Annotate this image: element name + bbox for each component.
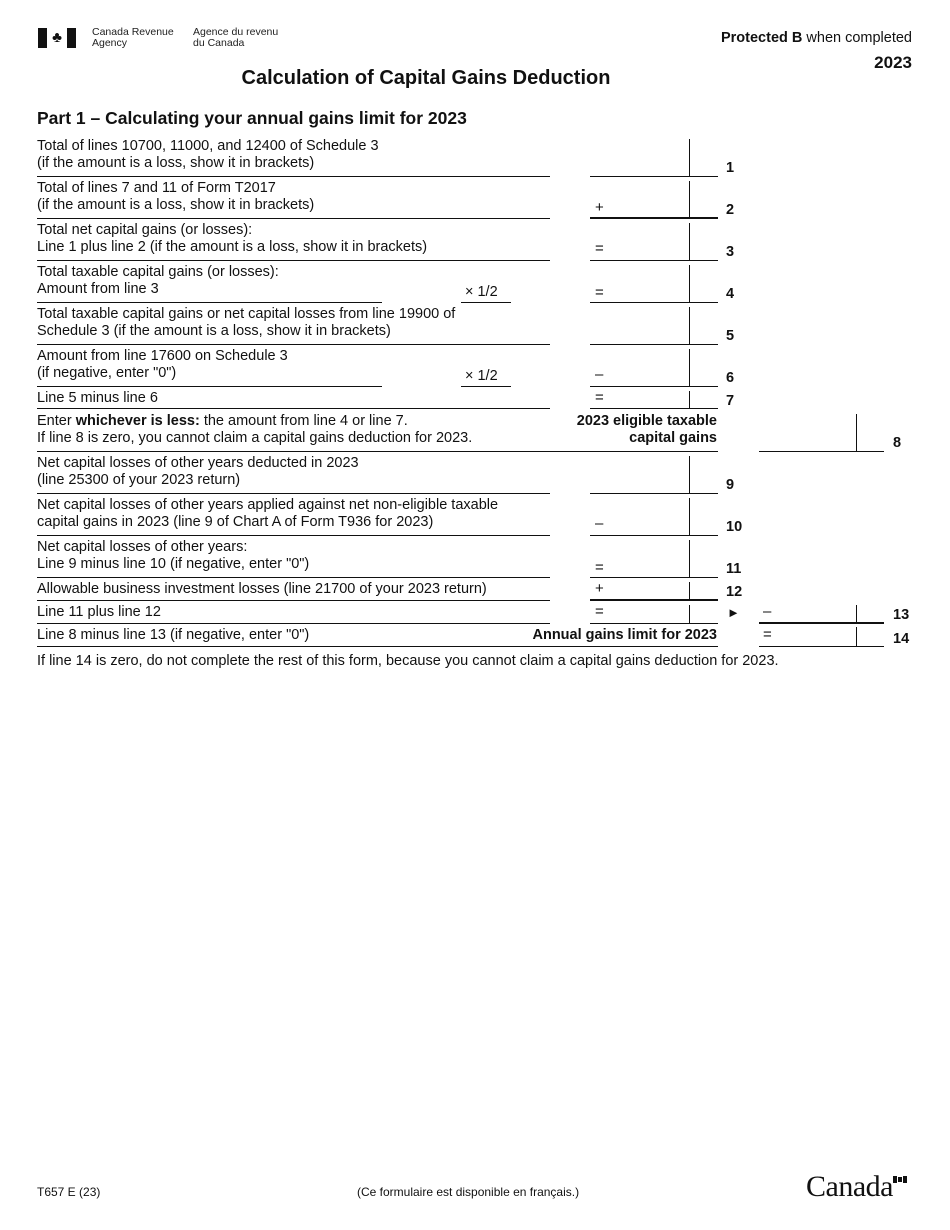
line10-cents-divider [689, 498, 690, 536]
line12-cents-divider [689, 582, 690, 600]
line11-amount-underline [590, 577, 718, 578]
line10-number: 10 [726, 519, 743, 535]
equals-operator: = [595, 603, 604, 620]
line7-label-underline [37, 408, 550, 409]
agency-en-line2: Agency [92, 37, 128, 49]
line4-label [37, 264, 279, 298]
line8-text1-pre: Enter [37, 413, 76, 429]
equals-operator: = [595, 389, 604, 406]
minus-operator: – [595, 366, 604, 383]
line8-text1-bold: whichever is less: [75, 413, 200, 429]
line6-label-underline [37, 386, 382, 387]
line2-text1: Total of lines 7 and 11 of Form T2017 [37, 180, 276, 196]
line1-text2: (if the amount is a loss, show it in brackets) [37, 155, 315, 171]
agency-fr-line1: Agence du revenu [193, 26, 279, 38]
line6-amount-input[interactable] [610, 366, 686, 384]
line1-text1: Total of lines 10700, 11000, and 12400 of Schedule 3 [37, 138, 379, 154]
line10-amount-input[interactable] [610, 515, 686, 533]
line8-right-label1: 2023 eligible taxable [576, 413, 717, 429]
line2-amount-underline [590, 217, 718, 219]
agency-name-fr [193, 27, 278, 49]
page-title: Calculation of Capital Gains Deduction [241, 67, 611, 89]
line8-text1-post: the amount from line 4 or line 7. [199, 413, 408, 429]
line11-label-underline [37, 577, 550, 578]
line11-number: 11 [726, 561, 742, 577]
minus-operator: – [763, 603, 772, 620]
line9-number: 9 [726, 477, 735, 493]
line4-amount-input[interactable] [610, 282, 686, 300]
line3-amount-underline [590, 260, 718, 261]
line5-amount-input[interactable] [592, 324, 686, 342]
line14-text1: Line 8 minus line 13 (if negative, enter "0") [37, 627, 310, 643]
line8-number: 8 [893, 435, 902, 451]
line13-right-cents-divider [856, 605, 857, 623]
arrow-right-icon: ► [727, 605, 740, 620]
line2-label [37, 180, 314, 214]
line8-right-label2: capital gains [629, 430, 717, 446]
line11-cents-divider [689, 540, 690, 578]
agency-fr-line2: du Canada [193, 37, 245, 49]
wordmark-flag-icon [893, 1176, 907, 1183]
line5-label-underline [37, 344, 550, 345]
line12-label [37, 581, 487, 598]
line12-amount-input[interactable] [610, 581, 686, 598]
line4-number: 4 [726, 286, 735, 302]
line10-label [37, 497, 498, 531]
line4-cents-divider [689, 265, 690, 303]
line14-zero-note: If line 14 is zero, do not complete the rest of this form, because you cannot claim a capital gains deduction for 2023. [37, 653, 779, 669]
equals-operator: = [595, 559, 604, 576]
line3-number: 3 [726, 244, 735, 260]
line4-multiplier: × 1/2 [465, 284, 498, 300]
canada-flag-icon [38, 28, 76, 48]
line12-label-underline [37, 600, 550, 601]
line14-amount-underline [759, 646, 884, 647]
line10-text2: capital gains in 2023 (line 9 of Chart A of Form T936 for 2023) [37, 514, 434, 530]
line5-amount-underline [590, 344, 718, 345]
part1-heading: Part 1 – Calculating your annual gains limit for 2023 [37, 108, 467, 128]
line14-cents-divider [856, 627, 857, 646]
line1-label-underline [37, 176, 550, 177]
line9-amount-underline [590, 493, 718, 494]
line8-amount-input[interactable] [762, 431, 853, 449]
line6-multiplier: × 1/2 [465, 368, 498, 384]
line6-number: 6 [726, 370, 735, 386]
line4-text2: Amount from line 3 [37, 281, 159, 297]
line7-text1: Line 5 minus line 6 [37, 390, 158, 406]
minus-operator: – [595, 515, 604, 532]
line3-text2: Line 1 plus line 2 (if the amount is a loss, show it in brackets) [37, 239, 428, 255]
eligible-taxable-capital-gains-label [550, 413, 717, 447]
line11-amount-input[interactable] [610, 557, 686, 575]
line5-text2: Schedule 3 (if the amount is a loss, show it in brackets) [37, 323, 391, 339]
plus-operator: + [595, 580, 604, 597]
agency-name-en [92, 27, 174, 49]
canada-wordmark: Canada [806, 1170, 893, 1203]
line4-amount-underline [590, 302, 718, 303]
protected-b-notice [721, 30, 912, 46]
line7-number: 7 [726, 393, 735, 409]
line9-cents-divider [689, 456, 690, 494]
line6-multiplier-underline [461, 386, 511, 387]
line13-amount-input[interactable] [610, 604, 686, 621]
line13-right-amount-input[interactable] [778, 604, 853, 621]
agency-en-line1: Canada Revenue [92, 26, 174, 38]
line5-text1: Total taxable capital gains or net capital losses from line 19900 of [37, 306, 456, 322]
line13-amount-underline [590, 623, 718, 624]
form-code: T657 E (23) [37, 1185, 101, 1199]
line14-amount-input[interactable] [778, 627, 853, 644]
protected-b-label: Protected B [720, 30, 803, 46]
line9-label-underline [37, 493, 550, 494]
line7-amount-underline [590, 408, 718, 409]
line13-label-underline [37, 623, 550, 624]
annual-gains-limit-label: Annual gains limit for 2023 [532, 627, 717, 643]
line5-number: 5 [726, 328, 735, 344]
line6-label [37, 348, 288, 382]
line7-label [37, 390, 158, 407]
line11-text2: Line 9 minus line 10 (if negative, enter "0") [37, 556, 310, 572]
line13-label [37, 604, 161, 621]
equals-operator: = [595, 240, 604, 257]
line1-amount-underline [590, 176, 718, 177]
line1-label [37, 138, 379, 172]
line9-text1: Net capital losses of other years deducted in 2023 [37, 455, 359, 471]
line4-text1: Total taxable capital gains (or losses): [37, 264, 279, 280]
line1-cents-divider [689, 139, 690, 177]
form-year: 2023 [874, 53, 912, 72]
line6-cents-divider [689, 349, 690, 387]
line6-text1: Amount from line 17600 on Schedule 3 [37, 348, 288, 364]
line8-text2: If line 8 is zero, you cannot claim a capital gains deduction for 2023. [37, 430, 473, 446]
line3-text1: Total net capital gains (or losses): [37, 222, 253, 238]
french-availability-note: (Ce formulaire est disponible en français.) [357, 1185, 580, 1199]
line12-text1: Allowable business investment losses (line 21700 of your 2023 return) [37, 581, 487, 597]
line8-amount-underline [759, 451, 884, 452]
line12-number: 12 [726, 584, 743, 600]
line14-label [37, 627, 309, 644]
line11-text1: Net capital losses of other years: [37, 539, 248, 555]
line13-number: 13 [893, 607, 910, 623]
line1-amount-input[interactable] [592, 156, 686, 174]
line7-cents-divider [689, 391, 690, 409]
line7-amount-input[interactable] [610, 390, 686, 407]
line6-text2: (if negative, enter "0") [37, 365, 177, 381]
line14-label-underline [37, 646, 718, 647]
protected-rest: when completed [802, 30, 912, 46]
line10-label-underline [37, 535, 550, 536]
line8-text1 [37, 413, 472, 430]
line2-number: 2 [726, 202, 735, 218]
line8-label [37, 413, 472, 447]
line3-label [37, 222, 427, 256]
line4-label-underline [37, 302, 382, 303]
line8-label-underline [37, 451, 718, 452]
line9-text2: (line 25300 of your 2023 return) [37, 472, 241, 488]
plus-operator: + [595, 199, 604, 216]
line3-cents-divider [689, 223, 690, 261]
maple-leaf-icon: ♣ [52, 29, 62, 46]
line2-text2: (if the amount is a loss, show it in brackets) [37, 197, 315, 213]
line10-text1: Net capital losses of other years applied against net non-eligible taxable [37, 497, 499, 513]
line2-amount-input[interactable] [610, 198, 686, 216]
line4-multiplier-underline [461, 302, 511, 303]
line10-amount-underline [590, 535, 718, 536]
line1-number: 1 [726, 160, 735, 176]
line8-cents-divider [856, 414, 857, 452]
line14-number: 14 [893, 631, 910, 647]
line5-label [37, 306, 455, 340]
line13-cents-divider [689, 605, 690, 623]
line2-cents-divider [689, 181, 690, 219]
line2-label-underline [37, 218, 550, 219]
line5-cents-divider [689, 307, 690, 345]
equals-operator: = [595, 284, 604, 301]
line12-amount-underline [590, 599, 718, 601]
line9-amount-input[interactable] [592, 473, 686, 491]
line13-right-underline [759, 622, 884, 624]
equals-operator: = [763, 626, 772, 643]
line11-label [37, 539, 309, 573]
line3-amount-input[interactable] [610, 240, 686, 258]
line13-text1: Line 11 plus line 12 [37, 604, 161, 620]
line9-label [37, 455, 359, 489]
line3-label-underline [37, 260, 550, 261]
line6-amount-underline [590, 386, 718, 387]
